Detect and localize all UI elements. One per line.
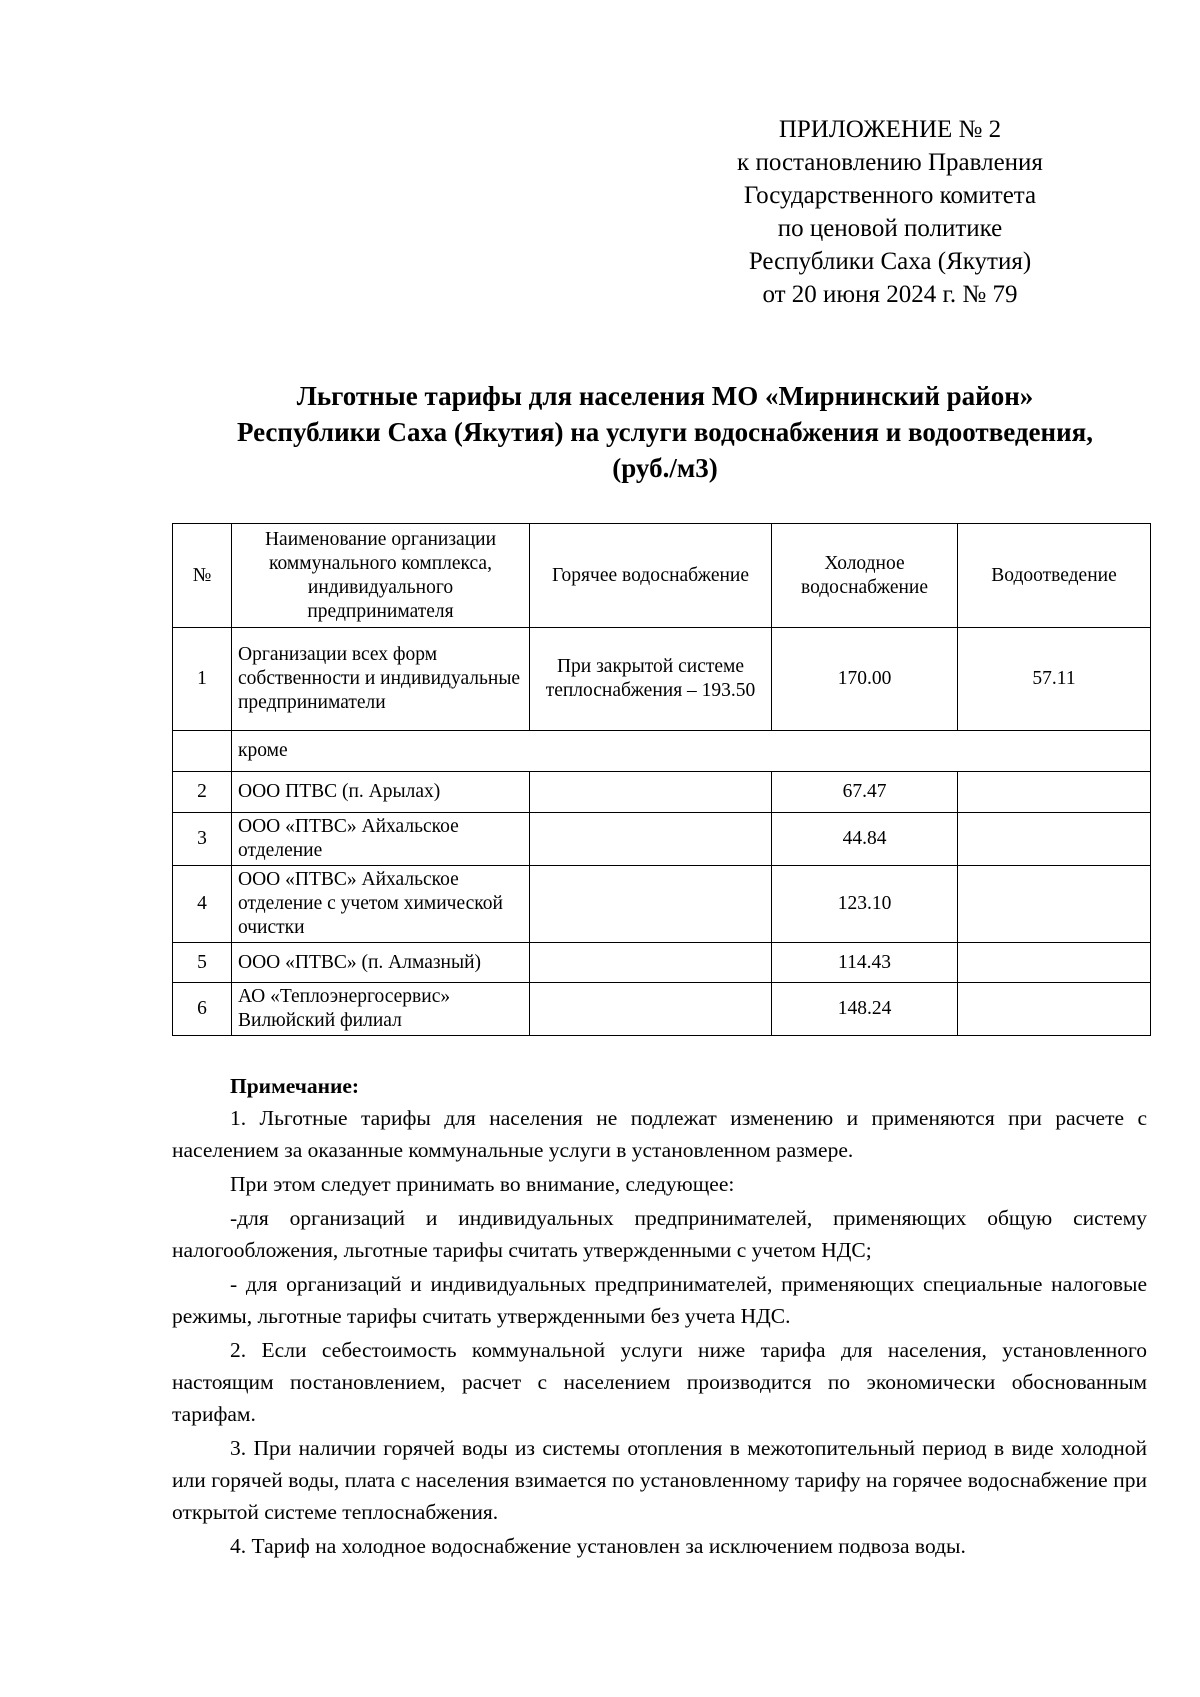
cell-num: 5: [173, 943, 232, 983]
cell-cold-water: 170.00: [772, 628, 958, 731]
notes-section: [172, 1070, 1147, 1562]
cell-sewerage: 57.11: [958, 628, 1151, 731]
appendix-header: [700, 113, 1080, 311]
appendix-line: ПРИЛОЖЕНИЕ № 2: [778, 116, 1002, 143]
cell-num: 6: [173, 983, 232, 1036]
table-row: [173, 628, 1151, 731]
header-num: №: [173, 524, 232, 628]
document-title: [170, 378, 1160, 486]
note-paragraph: 4. Тариф на холодное водоснабжение установлен за исключением подвоза воды.: [230, 1534, 966, 1558]
notes-heading: Примечание:: [230, 1074, 360, 1098]
cell-org: Организации всех форм собственности и индивидуальные предприниматели: [232, 628, 530, 731]
cell-cold-water: 44.84: [772, 813, 958, 866]
note-paragraph: 2. Если себестоимость коммунальной услуги ниже тарифа для населения, установленного настоящим постановлением, расчет с населением производится по экономически обоснованным тарифам.: [172, 1338, 1147, 1426]
cell-num: 2: [173, 772, 232, 813]
table-row: [173, 813, 1151, 866]
cell-hot-water: [530, 813, 772, 866]
cell-cold-water: 148.24: [772, 983, 958, 1036]
cell-except-label: кроме: [232, 731, 1151, 772]
table-row: [173, 983, 1151, 1036]
table-row-except: [173, 731, 1151, 772]
header-cold-water: Холодное водоснабжение: [772, 524, 958, 628]
cell-sewerage: [958, 983, 1151, 1036]
cell-org: ООО «ПТВС» Айхальское отделение: [232, 813, 530, 866]
appendix-line: по ценовой политике: [777, 215, 1003, 242]
cell-sewerage: [958, 866, 1151, 943]
cell-cold-water: 123.10: [772, 866, 958, 943]
note-paragraph: -для организаций и индивидуальных предпринимателей, применяющих общую систему налогообложения, льготные тарифы считать утвержденными с учетом НДС;: [172, 1206, 1147, 1262]
note-paragraph: 1. Льготные тарифы для населения не подлежат изменению и применяются при расчете с населением за оказанные коммунальные услуги в установленном размере.: [172, 1106, 1147, 1162]
note-paragraph: При этом следует принимать во внимание, следующее:: [230, 1172, 735, 1196]
cell-hot-water: [530, 866, 772, 943]
cell-cold-water: 114.43: [772, 943, 958, 983]
cell-num: 3: [173, 813, 232, 866]
appendix-line: Республики Саха (Якутия): [748, 248, 1032, 275]
note-paragraph: 3. При наличии горячей воды из системы отопления в межотопительный период в виде холодной или горячей воды, плата с населения взимается по установленному тарифу на горячее водоснабжение при открытой системе теплоснабжения.: [172, 1436, 1147, 1524]
cell-hot-water: При закрытой системе теплоснабжения – 193.50: [530, 628, 772, 731]
table-row: [173, 866, 1151, 943]
header-sewerage: Водоотведение: [958, 524, 1151, 628]
cell-hot-water: [530, 983, 772, 1036]
appendix-line: к постановлению Правления: [737, 149, 1043, 176]
header-org: Наименование организации коммунального комплекса, индивидуального предпринимателя: [232, 524, 530, 628]
appendix-line: от 20 июня 2024 г. № 79: [762, 281, 1018, 308]
title-line: (руб./м3): [612, 453, 718, 483]
cell-sewerage: [958, 813, 1151, 866]
cell-hot-water: [530, 943, 772, 983]
cell-org: ООО «ПТВС» Айхальское отделение с учетом химической очистки: [232, 866, 530, 943]
cell-empty: [173, 731, 232, 772]
cell-org: ООО ПТВС (п. Арылах): [232, 772, 530, 813]
cell-org: ООО «ПТВС» (п. Алмазный): [232, 943, 530, 983]
title-line: Республики Саха (Якутия) на услуги водоснабжения и водоотведения,: [236, 417, 1094, 447]
header-hot-water: Горячее водоснабжение: [530, 524, 772, 628]
appendix-line: Государственного комитета: [743, 182, 1037, 209]
table-header-row: [173, 524, 1151, 628]
cell-org: АО «Теплоэнергосервис» Вилюйский филиал: [232, 983, 530, 1036]
cell-num: 4: [173, 866, 232, 943]
table-row: [173, 943, 1151, 983]
cell-hot-water: [530, 772, 772, 813]
cell-sewerage: [958, 772, 1151, 813]
cell-sewerage: [958, 943, 1151, 983]
cell-cold-water: 67.47: [772, 772, 958, 813]
note-paragraph: - для организаций и индивидуальных предпринимателей, применяющих специальные налоговые режимы, льготные тарифы считать утвержденными без учета НДС.: [172, 1272, 1147, 1328]
table-row: [173, 772, 1151, 813]
tariffs-table: [172, 523, 1151, 1036]
title-line: Льготные тарифы для населения МО «Мирнинский район»: [296, 381, 1034, 411]
cell-num: 1: [173, 628, 232, 731]
